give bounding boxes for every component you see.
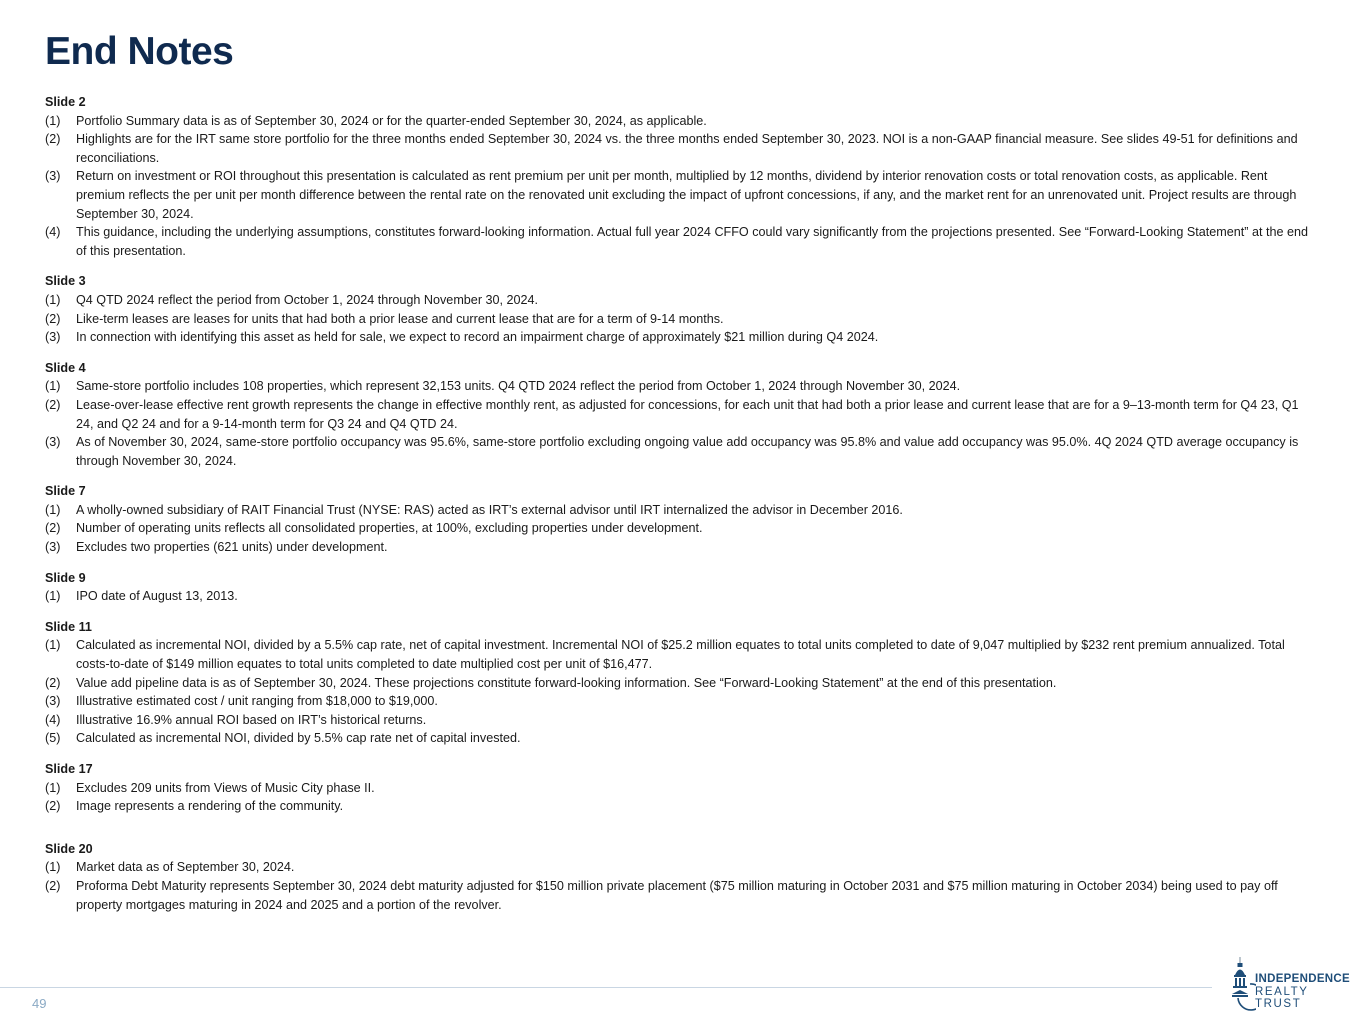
note-text: Illustrative 16.9% annual ROI based on IRT’s historical returns. — [76, 712, 427, 727]
note-number: (3) — [45, 694, 61, 709]
note-item — [45, 130, 1310, 167]
note-text: Calculated as incremental NOI, divided by a 5.5% cap rate, net of capital investment. Incremental NOI of $25.2 million equates to total units completed to date of 9,047 multiplied by $232 rent premium annualized. Total costs-to-date of $149 million equates to total units completed to date multiplied cost per unit of $16,477. — [76, 638, 1285, 672]
notes-section — [45, 618, 1310, 748]
section-title: Slide 9 — [45, 570, 86, 585]
note-number: (4) — [45, 712, 61, 727]
note-number: (1) — [45, 502, 61, 517]
note-number: (2) — [45, 521, 61, 536]
section-title: Slide 17 — [45, 762, 93, 776]
notes-section — [45, 272, 1310, 346]
note-number: (3) — [45, 330, 61, 345]
note-number: (1) — [45, 113, 61, 128]
note-text: IPO date of August 13, 2013. — [76, 589, 238, 604]
note-text: Number of operating units reflects all consolidated properties, at 100%, excluding properties under development. — [76, 521, 703, 536]
note-number: (1) — [45, 292, 61, 307]
note-text: Proforma Debt Maturity represents September 30, 2024 debt maturity adjusted for $150 million private placement ($75 million maturing in October 2031 and $75 million maturing in October 2034) being used to pay off property mortgages maturing in 2024 and 2025 and a portion of the revolver. — [76, 878, 1278, 912]
note-number: (4) — [45, 225, 61, 240]
note-text: Image represents a rendering of the community. — [76, 799, 344, 814]
note-text: Excludes 209 units from Views of Music City phase II. — [76, 780, 375, 795]
note-item — [45, 377, 1310, 396]
note-number: (3) — [45, 169, 61, 184]
note-item — [45, 797, 1310, 816]
section-title: Slide 4 — [45, 360, 86, 375]
note-item — [45, 692, 1310, 711]
note-text: Q4 QTD 2024 reflect the period from October 1, 2024 through November 30, 2024. — [76, 292, 539, 307]
note-item — [45, 877, 1310, 914]
notes-section — [45, 760, 1310, 816]
note-item — [45, 112, 1310, 131]
note-text: Market data as of September 30, 2024. — [76, 860, 295, 875]
note-item — [45, 587, 1310, 606]
note-number: (1) — [45, 379, 61, 394]
end-notes-list — [45, 93, 1310, 926]
note-text: In connection with identifying this asset as held for sale, we expect to record an impairment charge of approximately $21 million during Q4 2024. — [76, 330, 879, 345]
note-item — [45, 858, 1310, 877]
note-item — [45, 167, 1310, 223]
notes-section — [45, 569, 1310, 606]
notes-section — [45, 359, 1310, 471]
note-item — [45, 538, 1310, 557]
note-text: Highlights are for the IRT same store portfolio for the three months ended September 30, 2024 vs. the three months ended September 30, 2023. NOI is a non-GAAP financial measure. See slides 49-51 for definitions and reconciliations. — [76, 132, 1298, 165]
notes-section — [45, 93, 1310, 260]
note-text: Value add pipeline data is as of September 30, 2024. These projections constitute forward-looking information. See “Forward-Looking Statement” at the end of this presentation. — [76, 675, 1057, 690]
section-title: Slide 11 — [45, 619, 92, 634]
note-number: (2) — [45, 311, 61, 326]
note-number: (2) — [45, 397, 61, 412]
note-item — [45, 328, 1310, 347]
section-title: Slide 3 — [45, 274, 86, 289]
note-number: (2) — [45, 675, 61, 690]
note-item — [45, 223, 1310, 260]
note-item — [45, 729, 1310, 748]
section-title: Slide 7 — [45, 484, 86, 499]
note-text: Excludes two properties (621 units) under development. — [76, 540, 388, 555]
note-item — [45, 711, 1310, 730]
note-item — [45, 779, 1310, 798]
logo-text-line1: INDEPENDENCE — [1255, 973, 1350, 985]
note-number: (3) — [45, 435, 61, 450]
note-number: (2) — [45, 878, 61, 893]
note-item — [45, 291, 1310, 310]
note-text: A wholly-owned subsidiary of RAIT Financial Trust (NYSE: RAS) acted as IRT’s external advisor until IRT internalized the advisor in December 2016. — [76, 502, 903, 517]
note-text: Like-term leases are leases for units that had both a prior lease and current lease that are for a term of 9-14 months. — [76, 311, 724, 326]
note-number: (3) — [45, 540, 61, 555]
note-number: (1) — [45, 780, 61, 795]
note-item — [45, 674, 1310, 693]
note-number: (2) — [45, 132, 61, 147]
note-item — [45, 519, 1310, 538]
note-item — [45, 501, 1310, 520]
section-title: Slide 2 — [45, 95, 86, 109]
note-text: This guidance, including the underlying assumptions, constitutes forward-looking information. Actual full year 2024 CFFO could vary significantly from the projections presented. See “Forward-Looking Statement” at the end of this presentation. — [76, 225, 1309, 258]
notes-section — [45, 840, 1310, 914]
note-item — [45, 310, 1310, 329]
note-item — [45, 636, 1310, 673]
section-title: Slide 20 — [45, 841, 93, 856]
page-title: End Notes — [45, 30, 234, 73]
note-text: Return on investment or ROI throughout this presentation is calculated as rent premium per unit per month, multiplied by 12 months, dividend by interior renovation costs or total renovation costs, as applicable. Rent premium reflects the per unit per month difference between the rental rate on the renovated unit excluding the impact of upfront concessions, if any, and the market rent for an unrenovated unit. Project results are through September 30, 2024. — [76, 169, 1297, 221]
capitol-dome-icon — [1224, 955, 1256, 1013]
note-text: Portfolio Summary data is as of September 30, 2024 or for the quarter-ended September 30, 2024, as applicable. — [76, 113, 707, 128]
note-number: (2) — [45, 799, 61, 814]
note-text: Same-store portfolio includes 108 properties, which represent 32,153 units. Q4 QTD 2024 reflect the period from October 1, 2024 through November 30, 2024. — [76, 379, 961, 394]
note-number: (1) — [45, 860, 61, 875]
footer-divider — [0, 987, 1212, 988]
note-text: Illustrative estimated cost / unit ranging from $18,000 to $19,000. — [76, 694, 438, 709]
page-number: 49 — [32, 996, 47, 1011]
note-text: Calculated as incremental NOI, divided by 5.5% cap rate net of capital invested. — [76, 731, 521, 746]
note-number: (1) — [45, 589, 61, 604]
note-text: As of November 30, 2024, same-store portfolio occupancy was 95.6%, same-store portfolio excluding ongoing value add occupancy was 95.8% and value add occupancy was 95.0%. 4Q 2024 QTD average occupancy is through November 30, 2024. — [76, 435, 1299, 468]
notes-section — [45, 482, 1310, 556]
company-logo — [1224, 955, 1359, 1013]
note-number: (5) — [45, 731, 61, 746]
note-number: (1) — [45, 638, 61, 653]
note-text: Lease-over-lease effective rent growth represents the change in effective monthly rent, as adjusted for concessions, for each unit that had both a prior lease and current lease that are for a 9–13-month term for Q4 23, Q1 24, and Q2 24 and for a 9-14-month term for Q3 24 and Q4 QTD 24. — [76, 397, 1299, 431]
note-item — [45, 396, 1310, 433]
logo-text-line2: REALTY TRUST — [1255, 986, 1309, 1010]
note-item — [45, 433, 1310, 470]
